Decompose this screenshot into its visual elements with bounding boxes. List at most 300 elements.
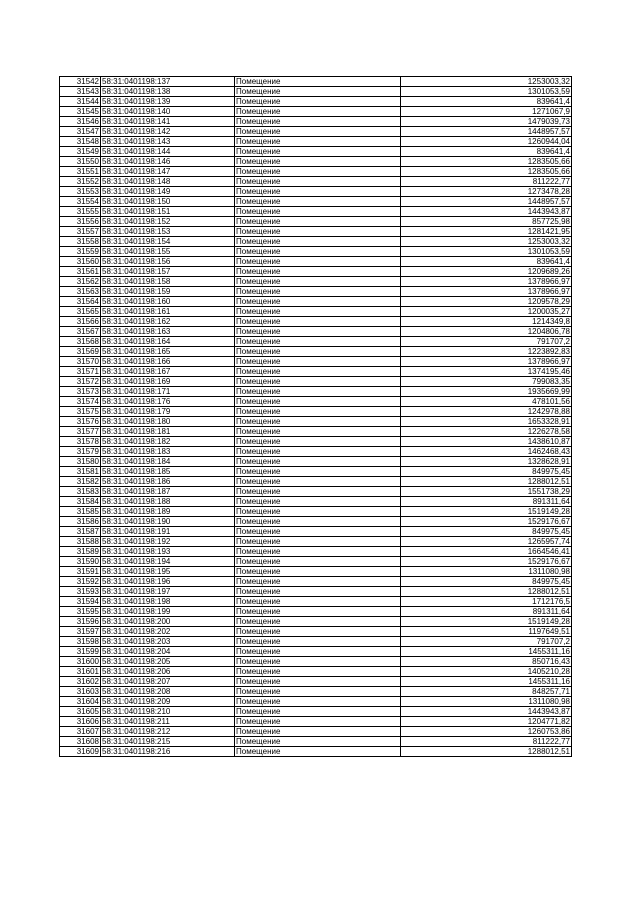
cadastral-number-cell: 58:31:0401198:197 (101, 587, 235, 597)
object-type-cell: Помещение (235, 247, 401, 257)
object-type-cell: Помещение (235, 257, 401, 267)
row-number-cell: 31575 (60, 407, 101, 417)
cadastral-value-cell: 1455311,16 (401, 647, 572, 657)
table-row (60, 687, 572, 697)
cadastral-value-cell: 1519149,28 (401, 507, 572, 517)
cadastral-value-cell: 1226278,58 (401, 427, 572, 437)
cadastral-number-cell: 58:31:0401198:161 (101, 307, 235, 317)
row-number-cell: 31573 (60, 387, 101, 397)
cadastral-value-cell: 1328628,91 (401, 457, 572, 467)
cadastral-number-cell: 58:31:0401198:147 (101, 167, 235, 177)
table-row (60, 637, 572, 647)
cadastral-number-cell: 58:31:0401198:150 (101, 197, 235, 207)
cadastral-value-cell: 1281421,95 (401, 227, 572, 237)
table-row (60, 197, 572, 207)
cadastral-value-cell: 1374195,46 (401, 367, 572, 377)
object-type-cell: Помещение (235, 597, 401, 607)
row-number-cell: 31542 (60, 77, 101, 87)
cadastral-value-cell: 1197649,51 (401, 627, 572, 637)
row-number-cell: 31568 (60, 337, 101, 347)
object-type-cell: Помещение (235, 427, 401, 437)
cadastral-number-cell: 58:31:0401198:212 (101, 727, 235, 737)
cadastral-number-cell: 58:31:0401198:155 (101, 247, 235, 257)
table-row (60, 237, 572, 247)
object-type-cell: Помещение (235, 537, 401, 547)
row-number-cell: 31580 (60, 457, 101, 467)
cadastral-number-cell: 58:31:0401198:196 (101, 577, 235, 587)
row-number-cell: 31588 (60, 537, 101, 547)
row-number-cell: 31595 (60, 607, 101, 617)
cadastral-number-cell: 58:31:0401198:210 (101, 707, 235, 717)
object-type-cell: Помещение (235, 417, 401, 427)
cadastral-number-cell: 58:31:0401198:142 (101, 127, 235, 137)
object-type-cell: Помещение (235, 727, 401, 737)
row-number-cell: 31553 (60, 187, 101, 197)
cadastral-value-cell: 1664546,41 (401, 547, 572, 557)
cadastral-number-cell: 58:31:0401198:152 (101, 217, 235, 227)
table-row (60, 137, 572, 147)
table-row (60, 147, 572, 157)
row-number-cell: 31563 (60, 287, 101, 297)
cadastral-value-cell: 891311,64 (401, 497, 572, 507)
cadastral-number-cell: 58:31:0401198:198 (101, 597, 235, 607)
object-type-cell: Помещение (235, 637, 401, 647)
object-type-cell: Помещение (235, 377, 401, 387)
row-number-cell: 31574 (60, 397, 101, 407)
cadastral-value-cell: 1448957,57 (401, 127, 572, 137)
cadastral-number-cell: 58:31:0401198:184 (101, 457, 235, 467)
row-number-cell: 31551 (60, 167, 101, 177)
cadastral-number-cell: 58:31:0401198:156 (101, 257, 235, 267)
cadastral-value-cell: 478101,56 (401, 397, 572, 407)
cadastral-number-cell: 58:31:0401198:195 (101, 567, 235, 577)
cadastral-number-cell: 58:31:0401198:169 (101, 377, 235, 387)
object-type-cell: Помещение (235, 337, 401, 347)
cadastral-number-cell: 58:31:0401198:146 (101, 157, 235, 167)
cadastral-value-cell: 1204806,78 (401, 327, 572, 337)
table-row (60, 357, 572, 367)
object-type-cell: Помещение (235, 327, 401, 337)
cadastral-number-cell: 58:31:0401198:167 (101, 367, 235, 377)
row-number-cell: 31558 (60, 237, 101, 247)
cadastral-value-cell: 1712176,5 (401, 597, 572, 607)
object-type-cell: Помещение (235, 707, 401, 717)
table-row (60, 577, 572, 587)
table-row (60, 177, 572, 187)
table-row (60, 697, 572, 707)
cadastral-value-cell: 1935669,99 (401, 387, 572, 397)
table-row (60, 77, 572, 87)
object-type-cell: Помещение (235, 737, 401, 747)
row-number-cell: 31548 (60, 137, 101, 147)
object-type-cell: Помещение (235, 207, 401, 217)
row-number-cell: 31557 (60, 227, 101, 237)
row-number-cell: 31572 (60, 377, 101, 387)
table-row (60, 307, 572, 317)
cadastral-number-cell: 58:31:0401198:204 (101, 647, 235, 657)
cadastral-value-cell: 839641,4 (401, 147, 572, 157)
object-type-cell: Помещение (235, 237, 401, 247)
cadastral-value-cell: 1311080,98 (401, 567, 572, 577)
row-number-cell: 31591 (60, 567, 101, 577)
cadastral-value-cell: 1438610,87 (401, 437, 572, 447)
table-row (60, 167, 572, 177)
cadastral-number-cell: 58:31:0401198:181 (101, 427, 235, 437)
cadastral-value-cell: 839641,4 (401, 97, 572, 107)
object-type-cell: Помещение (235, 397, 401, 407)
object-type-cell: Помещение (235, 477, 401, 487)
cadastral-number-cell: 58:31:0401198:162 (101, 317, 235, 327)
object-type-cell: Помещение (235, 517, 401, 527)
cadastral-value-table (59, 76, 572, 757)
row-number-cell: 31581 (60, 467, 101, 477)
cadastral-value-cell: 1378966,97 (401, 357, 572, 367)
row-number-cell: 31582 (60, 477, 101, 487)
row-number-cell: 31585 (60, 507, 101, 517)
cadastral-number-cell: 58:31:0401198:158 (101, 277, 235, 287)
cadastral-value-cell: 839641,4 (401, 257, 572, 267)
row-number-cell: 31569 (60, 347, 101, 357)
cadastral-value-cell: 1378966,97 (401, 277, 572, 287)
object-type-cell: Помещение (235, 157, 401, 167)
row-number-cell: 31561 (60, 267, 101, 277)
object-type-cell: Помещение (235, 467, 401, 477)
table-row (60, 297, 572, 307)
row-number-cell: 31594 (60, 597, 101, 607)
cadastral-value-cell: 1260753,86 (401, 727, 572, 737)
object-type-cell: Помещение (235, 387, 401, 397)
cadastral-value-cell: 1288012,51 (401, 587, 572, 597)
row-number-cell: 31599 (60, 647, 101, 657)
table-row (60, 667, 572, 677)
table-row (60, 407, 572, 417)
cadastral-number-cell: 58:31:0401198:159 (101, 287, 235, 297)
object-type-cell: Помещение (235, 497, 401, 507)
cadastral-value-cell: 1209689,26 (401, 267, 572, 277)
row-number-cell: 31607 (60, 727, 101, 737)
object-type-cell: Помещение (235, 177, 401, 187)
cadastral-number-cell: 58:31:0401198:203 (101, 637, 235, 647)
table-row (60, 607, 572, 617)
table-row (60, 517, 572, 527)
object-type-cell: Помещение (235, 127, 401, 137)
object-type-cell: Помещение (235, 447, 401, 457)
cadastral-value-cell: 1204771,82 (401, 717, 572, 727)
object-type-cell: Помещение (235, 577, 401, 587)
row-number-cell: 31597 (60, 627, 101, 637)
object-type-cell: Помещение (235, 547, 401, 557)
table-row (60, 707, 572, 717)
row-number-cell: 31589 (60, 547, 101, 557)
object-type-cell: Помещение (235, 287, 401, 297)
cadastral-value-cell: 1242978,88 (401, 407, 572, 417)
table-row (60, 567, 572, 577)
cadastral-number-cell: 58:31:0401198:187 (101, 487, 235, 497)
cadastral-value-cell: 1253003,32 (401, 237, 572, 247)
row-number-cell: 31600 (60, 657, 101, 667)
cadastral-number-cell: 58:31:0401198:202 (101, 627, 235, 637)
cadastral-value-cell: 1653328,91 (401, 417, 572, 427)
cadastral-value-cell: 1260944,04 (401, 137, 572, 147)
cadastral-value-cell: 811222,77 (401, 177, 572, 187)
cadastral-value-cell: 1271067,9 (401, 107, 572, 117)
table-row (60, 737, 572, 747)
object-type-cell: Помещение (235, 507, 401, 517)
cadastral-value-cell: 1311080,98 (401, 697, 572, 707)
table-row (60, 267, 572, 277)
row-number-cell: 31593 (60, 587, 101, 597)
cadastral-value-cell: 1479039,73 (401, 117, 572, 127)
object-type-cell: Помещение (235, 167, 401, 177)
table-row (60, 747, 572, 757)
cadastral-value-cell: 791707,2 (401, 637, 572, 647)
object-type-cell: Помещение (235, 187, 401, 197)
cadastral-number-cell: 58:31:0401198:140 (101, 107, 235, 117)
table-row (60, 127, 572, 137)
cadastral-number-cell: 58:31:0401198:199 (101, 607, 235, 617)
row-number-cell: 31601 (60, 667, 101, 677)
cadastral-number-cell: 58:31:0401198:209 (101, 697, 235, 707)
row-number-cell: 31562 (60, 277, 101, 287)
cadastral-number-cell: 58:31:0401198:188 (101, 497, 235, 507)
cadastral-value-cell: 1283505,66 (401, 167, 572, 177)
row-number-cell: 31604 (60, 697, 101, 707)
table-row (60, 277, 572, 287)
row-number-cell: 31567 (60, 327, 101, 337)
table-row (60, 657, 572, 667)
row-number-cell: 31554 (60, 197, 101, 207)
object-type-cell: Помещение (235, 607, 401, 617)
cadastral-number-cell: 58:31:0401198:193 (101, 547, 235, 557)
row-number-cell: 31565 (60, 307, 101, 317)
object-type-cell: Помещение (235, 137, 401, 147)
cadastral-number-cell: 58:31:0401198:151 (101, 207, 235, 217)
row-number-cell: 31559 (60, 247, 101, 257)
row-number-cell: 31590 (60, 557, 101, 567)
cadastral-number-cell: 58:31:0401198:171 (101, 387, 235, 397)
cadastral-number-cell: 58:31:0401198:186 (101, 477, 235, 487)
cadastral-value-cell: 791707,2 (401, 337, 572, 347)
cadastral-value-cell: 857725,98 (401, 217, 572, 227)
row-number-cell: 31544 (60, 97, 101, 107)
cadastral-number-cell: 58:31:0401198:144 (101, 147, 235, 157)
cadastral-number-cell: 58:31:0401198:190 (101, 517, 235, 527)
cadastral-value-cell: 1551738,29 (401, 487, 572, 497)
cadastral-value-cell: 1405210,28 (401, 667, 572, 677)
table-row (60, 317, 572, 327)
cadastral-number-cell: 58:31:0401198:216 (101, 747, 235, 757)
cadastral-number-cell: 58:31:0401198:143 (101, 137, 235, 147)
object-type-cell: Помещение (235, 587, 401, 597)
cadastral-number-cell: 58:31:0401198:138 (101, 87, 235, 97)
table-row (60, 227, 572, 237)
table-row (60, 727, 572, 737)
object-type-cell: Помещение (235, 457, 401, 467)
cadastral-value-cell: 1200035,27 (401, 307, 572, 317)
table-row (60, 187, 572, 197)
row-number-cell: 31596 (60, 617, 101, 627)
row-number-cell: 31552 (60, 177, 101, 187)
table-row (60, 557, 572, 567)
cadastral-number-cell: 58:31:0401198:208 (101, 687, 235, 697)
object-type-cell: Помещение (235, 307, 401, 317)
row-number-cell: 31543 (60, 87, 101, 97)
object-type-cell: Помещение (235, 277, 401, 287)
cadastral-number-cell: 58:31:0401198:141 (101, 117, 235, 127)
cadastral-value-cell: 1378966,97 (401, 287, 572, 297)
cadastral-value-cell: 891311,64 (401, 607, 572, 617)
table-body (60, 77, 572, 757)
cadastral-number-cell: 58:31:0401198:176 (101, 397, 235, 407)
cadastral-number-cell: 58:31:0401198:137 (101, 77, 235, 87)
row-number-cell: 31606 (60, 717, 101, 727)
cadastral-number-cell: 58:31:0401198:157 (101, 267, 235, 277)
row-number-cell: 31608 (60, 737, 101, 747)
cadastral-number-cell: 58:31:0401198:148 (101, 177, 235, 187)
cadastral-value-cell: 811222,77 (401, 737, 572, 747)
table-row (60, 527, 572, 537)
object-type-cell: Помещение (235, 717, 401, 727)
cadastral-value-cell: 1214349,8 (401, 317, 572, 327)
table-row (60, 627, 572, 637)
object-type-cell: Помещение (235, 657, 401, 667)
object-type-cell: Помещение (235, 97, 401, 107)
table-row (60, 457, 572, 467)
cadastral-number-cell: 58:31:0401198:207 (101, 677, 235, 687)
cadastral-number-cell: 58:31:0401198:182 (101, 437, 235, 447)
cadastral-number-cell: 58:31:0401198:180 (101, 417, 235, 427)
row-number-cell: 31609 (60, 747, 101, 757)
object-type-cell: Помещение (235, 677, 401, 687)
cadastral-value-cell: 1443943,87 (401, 707, 572, 717)
object-type-cell: Помещение (235, 117, 401, 127)
cadastral-number-cell: 58:31:0401198:205 (101, 657, 235, 667)
cadastral-number-cell: 58:31:0401198:194 (101, 557, 235, 567)
cadastral-number-cell: 58:31:0401198:206 (101, 667, 235, 677)
object-type-cell: Помещение (235, 557, 401, 567)
table-row (60, 587, 572, 597)
cadastral-number-cell: 58:31:0401198:160 (101, 297, 235, 307)
object-type-cell: Помещение (235, 407, 401, 417)
object-type-cell: Помещение (235, 527, 401, 537)
table-row (60, 437, 572, 447)
table-row (60, 597, 572, 607)
object-type-cell: Помещение (235, 267, 401, 277)
cadastral-value-cell: 849975,45 (401, 467, 572, 477)
row-number-cell: 31546 (60, 117, 101, 127)
row-number-cell: 31592 (60, 577, 101, 587)
table-row (60, 287, 572, 297)
row-number-cell: 31555 (60, 207, 101, 217)
cadastral-number-cell: 58:31:0401198:211 (101, 717, 235, 727)
object-type-cell: Помещение (235, 667, 401, 677)
row-number-cell: 31579 (60, 447, 101, 457)
table-row (60, 467, 572, 477)
cadastral-number-cell: 58:31:0401198:200 (101, 617, 235, 627)
row-number-cell: 31566 (60, 317, 101, 327)
cadastral-value-cell: 1273478,28 (401, 187, 572, 197)
object-type-cell: Помещение (235, 317, 401, 327)
table-row (60, 387, 572, 397)
object-type-cell: Помещение (235, 617, 401, 627)
table-row (60, 417, 572, 427)
row-number-cell: 31564 (60, 297, 101, 307)
row-number-cell: 31571 (60, 367, 101, 377)
cadastral-value-cell: 1529176,67 (401, 557, 572, 567)
cadastral-number-cell: 58:31:0401198:215 (101, 737, 235, 747)
cadastral-value-cell: 849975,45 (401, 527, 572, 537)
table-row (60, 157, 572, 167)
table-row (60, 547, 572, 557)
object-type-cell: Помещение (235, 217, 401, 227)
cadastral-number-cell: 58:31:0401198:165 (101, 347, 235, 357)
table-row (60, 537, 572, 547)
row-number-cell: 31549 (60, 147, 101, 157)
table-row (60, 717, 572, 727)
cadastral-value-cell: 1253003,32 (401, 77, 572, 87)
cadastral-value-cell: 1265957,74 (401, 537, 572, 547)
table-row (60, 377, 572, 387)
table-row (60, 107, 572, 117)
cadastral-value-cell: 1209578,29 (401, 297, 572, 307)
cadastral-value-cell: 1283505,66 (401, 157, 572, 167)
table-row (60, 337, 572, 347)
object-type-cell: Помещение (235, 147, 401, 157)
object-type-cell: Помещение (235, 87, 401, 97)
object-type-cell: Помещение (235, 197, 401, 207)
cadastral-number-cell: 58:31:0401198:166 (101, 357, 235, 367)
cadastral-value-cell: 850716,43 (401, 657, 572, 667)
row-number-cell: 31547 (60, 127, 101, 137)
cadastral-value-cell: 1288012,51 (401, 477, 572, 487)
row-number-cell: 31584 (60, 497, 101, 507)
table-row (60, 507, 572, 517)
object-type-cell: Помещение (235, 627, 401, 637)
row-number-cell: 31586 (60, 517, 101, 527)
row-number-cell: 31570 (60, 357, 101, 367)
cadastral-value-cell: 1301053,59 (401, 247, 572, 257)
cadastral-value-cell: 1288012,51 (401, 747, 572, 757)
row-number-cell: 31556 (60, 217, 101, 227)
table-row (60, 477, 572, 487)
cadastral-value-cell: 1223892,83 (401, 347, 572, 357)
object-type-cell: Помещение (235, 697, 401, 707)
cadastral-value-cell: 848257,71 (401, 687, 572, 697)
row-number-cell: 31577 (60, 427, 101, 437)
row-number-cell: 31576 (60, 417, 101, 427)
cadastral-value-cell: 1443943,87 (401, 207, 572, 217)
table-row (60, 647, 572, 657)
cadastral-number-cell: 58:31:0401198:139 (101, 97, 235, 107)
object-type-cell: Помещение (235, 297, 401, 307)
row-number-cell: 31603 (60, 687, 101, 697)
row-number-cell: 31587 (60, 527, 101, 537)
cadastral-value-cell: 799083,35 (401, 377, 572, 387)
object-type-cell: Помещение (235, 357, 401, 367)
object-type-cell: Помещение (235, 227, 401, 237)
table-row (60, 447, 572, 457)
table-row (60, 677, 572, 687)
cadastral-number-cell: 58:31:0401198:183 (101, 447, 235, 457)
cadastral-number-cell: 58:31:0401198:192 (101, 537, 235, 547)
table-row (60, 87, 572, 97)
table-row (60, 97, 572, 107)
object-type-cell: Помещение (235, 77, 401, 87)
cadastral-number-cell: 58:31:0401198:149 (101, 187, 235, 197)
table-row (60, 617, 572, 627)
object-type-cell: Помещение (235, 647, 401, 657)
cadastral-number-cell: 58:31:0401198:185 (101, 467, 235, 477)
